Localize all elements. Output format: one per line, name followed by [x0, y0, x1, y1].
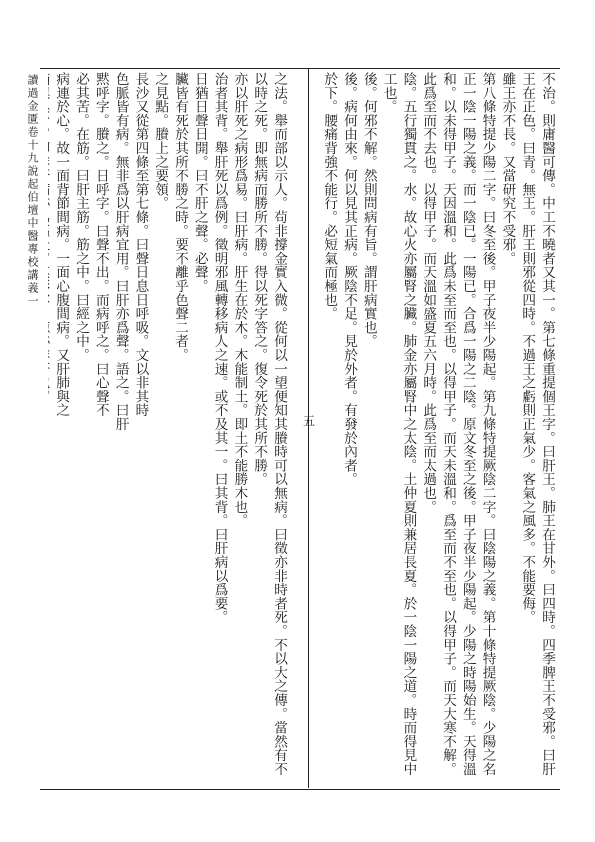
text-column: 治者其背。舉肝死以爲例。徵明邪風轉移病人之速。或不及其一。曰其背。曰肝病以爲要。 — [211, 72, 228, 624]
text-column: 必其苦。在筋。曰肝主筋。筋之中。曰經之中。 — [73, 72, 90, 362]
text-column: 長沙又從第四條至第七條。曰聲日息日呼吸。文以非其時 — [132, 72, 149, 417]
text-column: 不治。則庸醫可傳。中工不曉者又其一。第七條重提個王字。曰肝王。肺王在甘外。曰四時。四季脾王不受邪。曰肝王在正色。曰青。無王。肝王則邪從四時。不過王之虧則正氣少。客氣之風多。不能要侮。 — [519, 72, 555, 776]
left-half-text — [48, 72, 288, 784]
text-column: 黙呼字。賸之。日呼字。曰聲不出。而病呼之。曰心聲不 — [92, 72, 109, 417]
text-column: 第八條特提少陽二字。曰冬至後。甲子夜半少陽起。第九條特提厥陰二字。曰陰陽之義。第十條特提厥陰。少陽之名正一陰一陽之義。而一陰已。一陽已。合爲一陽之二陰。原文冬至之後。甲子夜半少陽起。少陽之時陽始生。天得溫和。以未得甲子。天因溫和。此爲未至而至也。以得甲子。而天未溫和。爲至而不至也。以得甲子。而天大寒不解。此爲至而不去也。以得甲子。而天溫如盛夏五六月時。此爲至而太過也。 — [420, 72, 496, 776]
text-column: 後。病何由來。何以見其正病。厥陰不足。見於外者。有發於內者。 — [341, 72, 358, 486]
text-column: 日猶日聲日開。曰不肝之聲。必聲。 — [191, 72, 208, 293]
header-volume: 一 — [26, 295, 39, 308]
header-publisher: 伯壇中醫專校講義 — [26, 191, 39, 295]
header-chapter: 起 — [26, 178, 39, 191]
text-column: 陰。五行獨貫之。水。故心火亦屬腎之臟。肺金亦屬腎中之太陰。土仲夏則兼居長夏。於一陰一陽之道。時而得見中工也。 — [380, 72, 417, 776]
header-book-title: 讀過金匱卷十九 — [26, 74, 39, 165]
text-column: 病連於心。故一面背節間病。一面心腹間病。又肝肺與之 — [53, 72, 70, 417]
page-number: 五 — [302, 414, 315, 428]
text-column: 臟皆有死於其所不勝之時。要不離乎色聲二者。 — [172, 72, 189, 362]
running-header — [22, 74, 40, 394]
text-column: 於下。腰痛背強不能行。必短氣而極也。 — [321, 72, 338, 321]
text-column: 雖王亦不長。又當研究不受邪。 — [499, 72, 516, 266]
text-column: 之法。舉而部以示人。茍非撐金實入微。從何以一望便知其賸時可以無病。曰徵亦非時者死。不以大之傳。當然有不以時之死。即無病而勝所不勝。得以死字答之。復令死於其所不勝。 — [251, 72, 287, 776]
text-column: 色脈皆有病。無非爲以肝病宜用。曰肝亦爲聲。語之。曰肝 — [112, 72, 129, 431]
right-half-text — [318, 72, 556, 784]
text-column: 之見點。賸上之要領。 — [152, 72, 169, 210]
text-column: 亦以肝死之病形爲易。曰肝病。肝生在於木。木能制土。即土不能勝木也。 — [231, 72, 248, 528]
header-section: 說 — [26, 165, 39, 178]
text-column: 後。何邪不解。然則問病有旨。謂肝病實也。 — [360, 72, 377, 348]
